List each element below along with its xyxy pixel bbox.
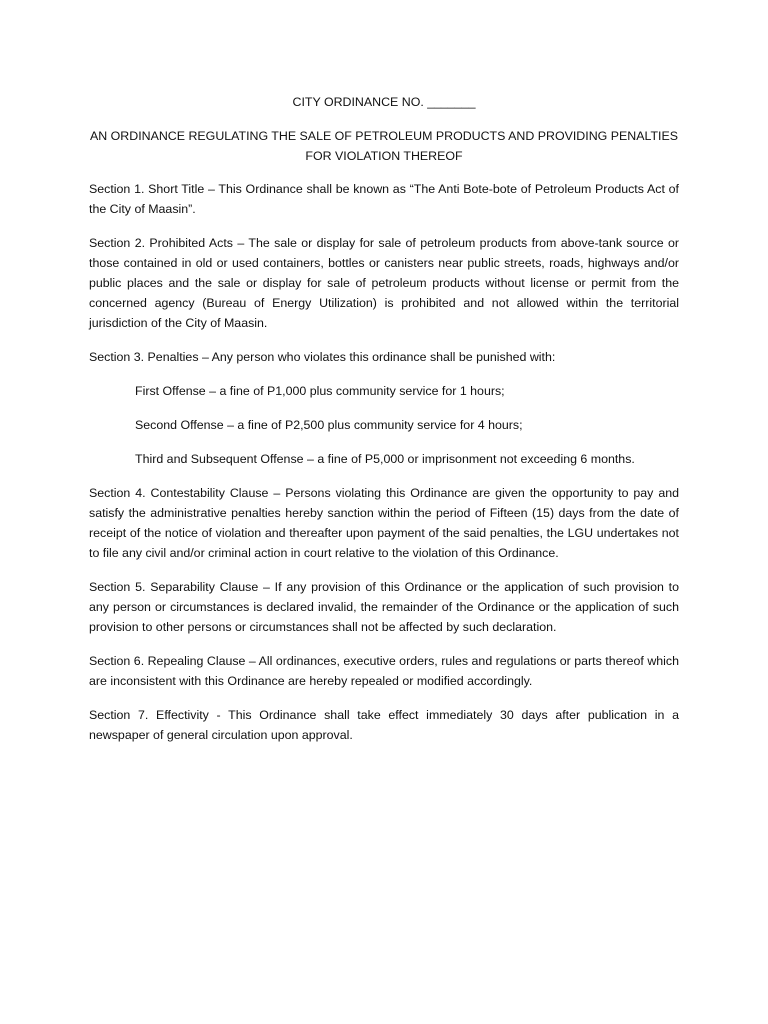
section-1-short-title: Section 1. Short Title – This Ordinance shall be known as “The Anti Bote-bote of Petroleum Products Act of the City of Maasin”. xyxy=(89,182,679,216)
first-offense: First Offense – a fine of P1,000 plus community service for 1 hours; xyxy=(135,384,505,398)
section-3-penalties: Section 3. Penalties – Any person who violates this ordinance shall be punished with: xyxy=(89,350,556,364)
section-7-effectivity: Section 7. Effectivity - This Ordinance shall take effect immediately 30 days after publication in a newspaper of general circulation upon approval. xyxy=(89,708,679,742)
section-2-prohibited-acts: Section 2. Prohibited Acts – The sale or display for sale of petroleum products from above-tank source or those contained in old or used containers, bottles or canisters near public streets, roads, highways and/or public places and the sale or display for sale of petroleum products without license or permit from the concerned agency (Bureau of Energy Utilization) is prohibited and not allowed within the territorial jurisdiction of the City of Maasin. xyxy=(89,236,679,330)
second-offense: Second Offense – a fine of P2,500 plus community service for 4 hours; xyxy=(135,418,523,432)
third-offense: Third and Subsequent Offense – a fine of P5,000 or imprisonment not exceeding 6 months. xyxy=(135,452,635,466)
section-5-separability-clause: Section 5. Separability Clause – If any provision of this Ordinance or the application of such provision to any person or circumstances is declared invalid, the remainder of the Ordinance or the application of such provision to other persons or circumstances shall not be affected by such declaration. xyxy=(89,580,679,634)
section-6-repealing-clause: Section 6. Repealing Clause – All ordinances, executive orders, rules and regulations or parts thereof which are inconsistent with this Ordinance are hereby repealed or modified accordingly. xyxy=(89,654,679,688)
ordinance-title: AN ORDINANCE REGULATING THE SALE OF PETROLEUM PRODUCTS AND PROVIDING PENALTIES FOR VIOLATION THEREOF xyxy=(90,129,678,163)
ordinance-number-heading: CITY ORDINANCE NO. _______ xyxy=(292,95,476,109)
ordinance-body xyxy=(89,92,679,759)
section-4-contestability-clause: Section 4. Contestability Clause – Persons violating this Ordinance are given the opportunity to pay and satisfy the administrative penalties hereby sanction within the period of Fifteen (15) days from the date of receipt of the notice of violation and thereafter upon payment of the said penalties, the LGU undertakes not to file any civil and/or criminal action in court relative to the violation of this Ordinance. xyxy=(89,486,679,560)
